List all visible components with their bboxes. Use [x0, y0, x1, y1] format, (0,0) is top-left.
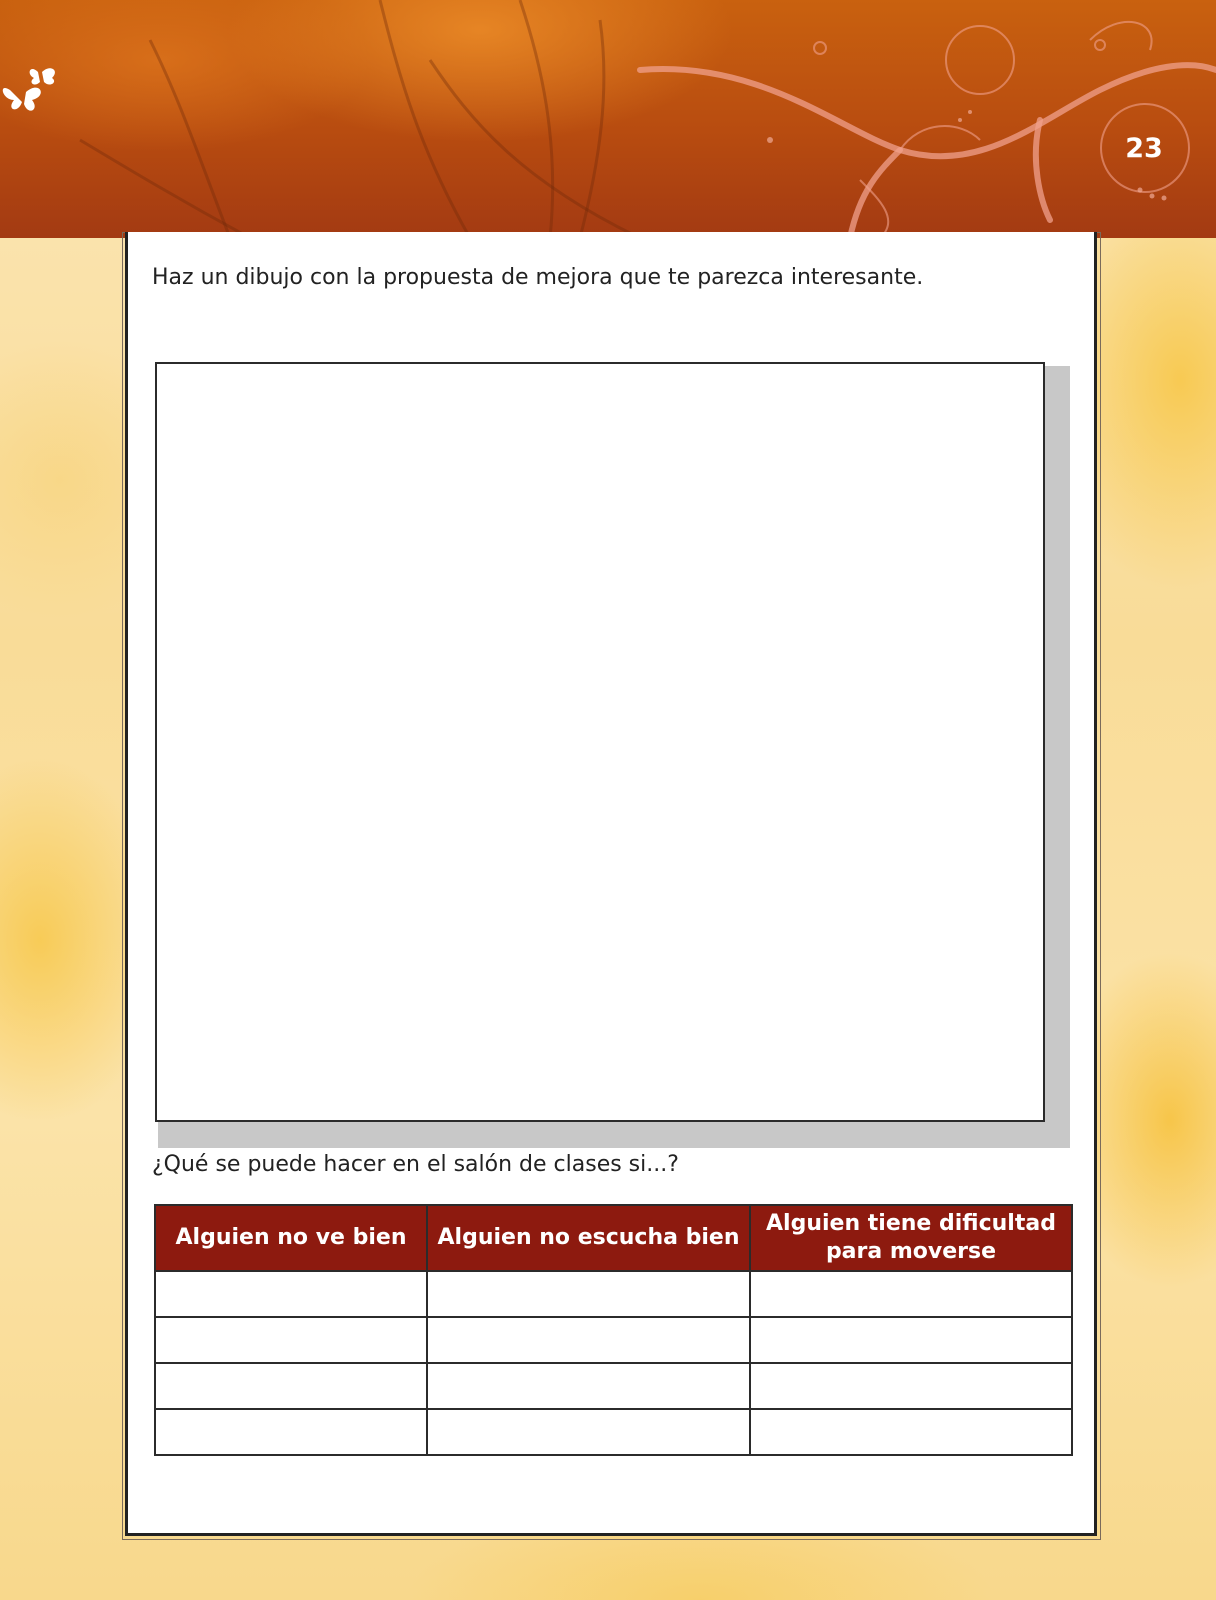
answer-cell[interactable]: [750, 1409, 1072, 1455]
table-row: [155, 1363, 1072, 1409]
answer-cell[interactable]: [427, 1409, 750, 1455]
answer-cell[interactable]: [155, 1363, 427, 1409]
answer-cell[interactable]: [155, 1409, 427, 1455]
table-header-cell: Alguien no ve bien: [155, 1205, 427, 1271]
table-row: [155, 1317, 1072, 1363]
header-banner: [0, 0, 1216, 238]
answer-cell[interactable]: [427, 1271, 750, 1317]
answer-cell[interactable]: [750, 1271, 1072, 1317]
drawing-area[interactable]: [155, 362, 1045, 1122]
question-text: ¿Qué se puede hacer en el salón de clases si...?: [152, 1152, 679, 1177]
answer-cell[interactable]: [750, 1317, 1072, 1363]
answer-cell[interactable]: [750, 1363, 1072, 1409]
page-number: 23: [1125, 132, 1163, 164]
table-header-cell: Alguien no escucha bien: [427, 1205, 750, 1271]
table-header-row: [155, 1205, 1072, 1271]
banner-decoration: [0, 0, 1216, 238]
answer-cell[interactable]: [427, 1363, 750, 1409]
instruction-text: Haz un dibujo con la propuesta de mejora que te parezca interesante.: [152, 265, 924, 290]
table-row: [155, 1409, 1072, 1455]
answers-table: [154, 1204, 1073, 1456]
answer-cell[interactable]: [155, 1317, 427, 1363]
answer-cell[interactable]: [155, 1271, 427, 1317]
table-row: [155, 1271, 1072, 1317]
table-header-cell: Alguien tiene dificultad para moverse: [750, 1205, 1072, 1271]
answer-cell[interactable]: [427, 1317, 750, 1363]
